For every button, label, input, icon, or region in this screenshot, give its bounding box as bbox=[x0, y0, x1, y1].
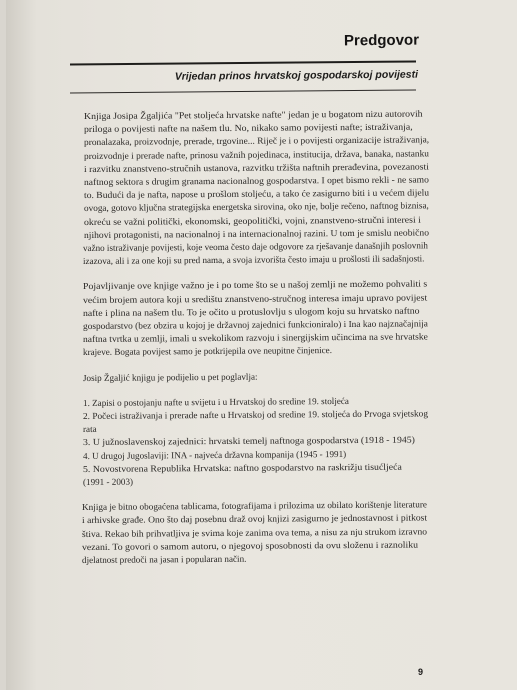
title-rule-top bbox=[70, 60, 416, 65]
text-line: priloga o povijesti nafte na našem tlu. No, nikako samo povijesti nafte; istraživanja, bbox=[83, 121, 413, 135]
text-line: krajeve. Bogata povijest samo je potkrijepila ove neupitne činjenice. bbox=[83, 345, 333, 358]
text-line: to. Budući da je nafta, napose u prošlom stoljeću, a tako će zasigurno biti i u većem dijelu bbox=[83, 187, 429, 201]
text-line: 3. U južnoslavenskoj zajednici: hrvatski temelj naftnoga gospodarstva (1918 - 1945) bbox=[82, 434, 415, 448]
text-line: okreću se važni politički, ekonomski, geopolitički, vojni, znanstveno-stručni interesi i bbox=[83, 214, 421, 227]
text-line: Josip Žgaljić knjigu je podijelio u pet poglavlja: bbox=[82, 371, 258, 383]
book-page bbox=[6, 0, 517, 690]
text-line: i razvitku znanstveno-stručnih ustanova, razvitku tržišta naftnih prerađevina, povezanosti bbox=[83, 161, 429, 174]
title-rule-bottom bbox=[70, 89, 416, 93]
text-line: 1. Zapisi o postojanju nafte u svijetu i u Hrvatskoj do sredine 19. stoljeća bbox=[82, 395, 349, 408]
text-line: štiva. Rekao bih prihvatljiva je svima koje zanima ova tema, a nisu za nju strukom izravno bbox=[82, 526, 428, 539]
text-line: Pojavljivanje ove knjige važno je i po tome što se u našoj zemlji ne možemo pohvaliti s bbox=[83, 278, 428, 292]
text-line: većim brojem autora koji u središtu znanstveno-stručnog interesa imaju upravo povijest bbox=[83, 292, 428, 305]
text-line: njihovi protagonisti, na nacionalnoj i na internacionalnoj razini. U tom je smislu neobično bbox=[83, 227, 429, 240]
text-line: 2. Počeci istraživanja i prerade nafte u Hrvatskoj od sredine 19. stoljeća do Prvoga svjetskog bbox=[82, 408, 428, 421]
text-line: pronalazaka, proizvodnje, prerade, trgovine... Riječ je i o povijesti organizacije istraživanja, bbox=[83, 134, 429, 148]
text-line: vezani. To govori o samom autoru, o njegovoj sposobnosti da ovu složenu i raznoliku bbox=[82, 539, 419, 552]
page-subtitle: Vrijedan prinos hrvatskoj gospodarskoj povijesti bbox=[174, 68, 419, 83]
text-line: i arhivske građe. Ono što daj posebnu draž ovoj knjizi zasigurno je jednostavnost i pitkost bbox=[82, 512, 428, 526]
text-line: naftna tvrtka u zemlji, imali u svekolikom razvoju i sinergijskim učincima na sve hrvatske bbox=[83, 331, 428, 345]
text-line: važno istraživanje povijesti, koje veoma često daje odgovore za rješavanje današnjih poslovnih bbox=[83, 240, 429, 253]
text-line: rata bbox=[82, 424, 97, 435]
text-line: djelatnost predoči na jasan i popularan način. bbox=[82, 553, 247, 565]
text-line: izazova, ali i za one koji su pred nama, a svoja izvorišta često imaju u prošlosti ili sadašnjosti. bbox=[83, 253, 425, 267]
text-line: gospodarstvo (bez obzira u kojoj je državnoj zajednici funkcioniralo) i Ina kao najznačajnija bbox=[83, 318, 429, 331]
text-line: Knjiga je bitno obogaćena tablicama, fotografijama i prilozima uz obilato korištenje literature bbox=[82, 499, 428, 513]
text-line: (1991 - 2003) bbox=[82, 476, 133, 487]
page-title: Predgovor bbox=[343, 31, 420, 50]
text-line: proizvodnje i prerade nafte, prinosu važnih pojedinaca, institucija, država, banaka, nastanku bbox=[83, 147, 429, 161]
text-line: naftnog sektora s drugim granama nacionalnog gospodarstva. I opet bismo rekli - ne samo bbox=[83, 174, 429, 187]
page-number: 9 bbox=[418, 667, 424, 677]
text-line: Knjiga Josipa Žgaljića "Pet stoljeća hrvatske nafte" jedan je u bogatom nizu autorovih bbox=[83, 108, 423, 121]
text-line: nafte i plina na našem tlu. To je očito u protuslovlju s ulogom koju su hrvatsko naftno bbox=[83, 305, 420, 318]
text-line: ovoga, gotovo ključna strategijska energetska sirovina, oko nje, bolje rečeno, naftnog biznisa, bbox=[83, 200, 429, 214]
text-line: 5. Novostvorena Republika Hrvatska: naftno gospodarstvo na raskrižju tisućljeća bbox=[82, 461, 402, 474]
text-line: 4. U drugoj Jugoslaviji: INA - najveća državna kompanija (1945 - 1991) bbox=[82, 448, 346, 461]
